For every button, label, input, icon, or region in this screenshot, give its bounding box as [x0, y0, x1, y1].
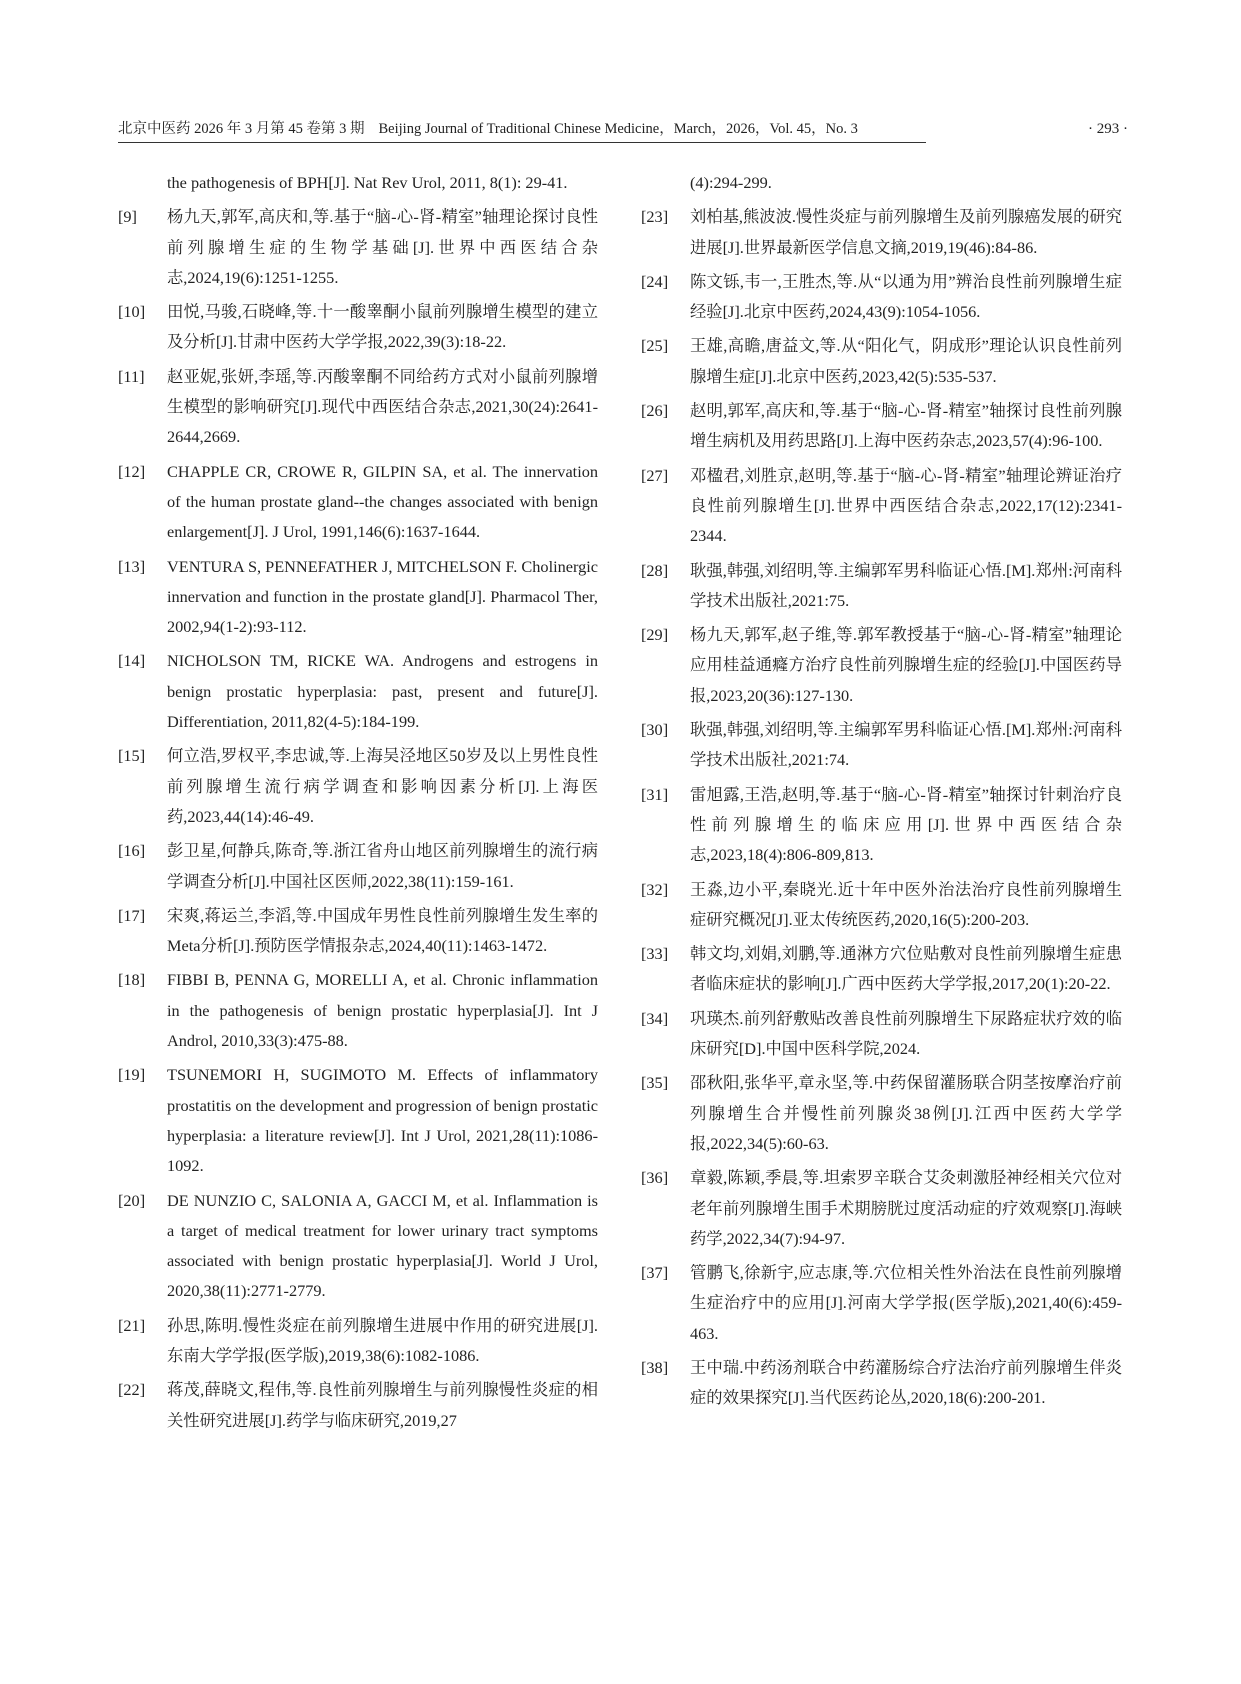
reference-number: [17] — [118, 905, 146, 925]
reference-text: 王淼,边小平,秦晓光.近十年中医外治法治疗良性前列腺增生症研究概况[J].亚太传统医药,2020,16(5):200-203. — [690, 879, 1122, 929]
reference-item — [118, 1060, 598, 1181]
reference-item — [118, 836, 598, 897]
reference-text: 邓楹君,刘胜京,赵明,等.基于“脑-心-肾-精室”轴理论辨证治疗良性前列腺增生[J].世界中西医结合杂志,2022,17(12):2341-2344. — [690, 465, 1122, 546]
reference-continuation: the pathogenesis of BPH[J]. Nat Rev Urol, 2011, 8(1): 29-41. — [167, 173, 568, 192]
running-header — [118, 116, 1128, 142]
reference-number: [24] — [641, 271, 669, 291]
reference-number: [9] — [118, 207, 137, 227]
reference-text: 赵亚妮,张妍,李瑶,等.丙酸睾酮不同给药方式对小鼠前列腺增生模型的影响研究[J].现代中西医结合杂志,2021,30(24):2641-2644,2669. — [167, 366, 598, 447]
reference-list-left — [118, 202, 598, 1436]
reference-text: TSUNEMORI H, SUGIMOTO M. Effects of inflammatory prostatitis on the development and progression of benign prostatic hyperplasia: a literature review[J]. Int J Urol, 2021,28(11):1086-1092. — [167, 1065, 598, 1176]
reference-number: [38] — [641, 1357, 669, 1377]
reference-item — [641, 780, 1122, 871]
reference-number: [15] — [118, 746, 146, 766]
reference-text: FIBBI B, PENNA G, MORELLI A, et al. Chronic inflammation in the pathogenesis of benign prostatic hyperplasia[J]. Int J Androl, 2010,33(3):475-88. — [167, 970, 598, 1051]
reference-text: 孙思,陈明.慢性炎症在前列腺增生进展中作用的研究进展[J].东南大学学报(医学版),2019,38(6):1082-1086. — [167, 1315, 598, 1365]
reference-number: [18] — [118, 970, 146, 990]
reference-text: 杨九天,郭军,赵子维,等.郭军教授基于“脑-心-肾-精室”轴理论应用桂益通癃方治疗良性前列腺增生症的经验[J].中国医药导报,2023,20(36):127-130. — [690, 625, 1122, 705]
reference-column-right — [641, 168, 1122, 1418]
reference-item — [118, 457, 598, 548]
reference-number: [12] — [118, 461, 146, 481]
reference-list-right — [641, 202, 1122, 1413]
reference-text: 陈文铄,韦一,王胜杰,等.从“以通为用”辨治良性前列腺增生症经验[J].北京中医药,2024,43(9):1054-1056. — [690, 271, 1122, 322]
reference-item — [641, 556, 1122, 617]
reference-number: [25] — [641, 336, 669, 356]
reference-number: [35] — [641, 1073, 669, 1093]
page-number: · 293 · — [1088, 121, 1128, 137]
reference-number: [19] — [118, 1065, 146, 1085]
reference-text: 韩文均,刘娟,刘鹏,等.通淋方穴位贴敷对良性前列腺增生症患者临床症状的影响[J].广西中医药大学学报,2017,20(1):20-22. — [690, 944, 1122, 994]
reference-item — [118, 1311, 598, 1372]
reference-continuation: (4):294-299. — [690, 173, 772, 192]
reference-number: [23] — [641, 207, 669, 227]
reference-item — [118, 552, 598, 643]
reference-item — [641, 1163, 1122, 1254]
reference-text: 彭卫星,何静兵,陈奇,等.浙江省舟山地区前列腺增生的流行病学调查分析[J].中国社区医师,2022,38(11):159-161. — [167, 841, 598, 891]
reference-number: [32] — [641, 879, 669, 899]
reference-item — [118, 1186, 598, 1307]
reference-text: 雷旭露,王浩,赵明,等.基于“脑-心-肾-精室”轴探讨针刺治疗良性前列腺增生的临床应用[J].世界中西医结合杂志,2023,18(4):806-809,813. — [690, 784, 1122, 865]
reference-item — [641, 1068, 1122, 1159]
reference-text: CHAPPLE CR, CROWE R, GILPIN SA, et al. The innervation of the human prostate gland--the changes associated with benign enlargement[J]. J Urol, 1991,146(6):1637-1644. — [167, 461, 598, 542]
reference-number: [36] — [641, 1168, 669, 1188]
reference-item — [641, 620, 1122, 711]
reference-number: [27] — [641, 465, 669, 485]
reference-item — [118, 362, 598, 453]
reference-item — [641, 1258, 1122, 1349]
reference-item — [118, 1375, 598, 1436]
reference-item — [641, 331, 1122, 392]
reference-item — [641, 396, 1122, 457]
reference-item — [641, 267, 1122, 328]
reference-item — [641, 202, 1122, 263]
journal-info-cn: 北京中医药 2026 年 3 月第 45 卷第 3 期 — [118, 121, 365, 137]
reference-item — [641, 1004, 1122, 1065]
reference-number: [20] — [118, 1190, 146, 1210]
reference-text: 王雄,高瞻,唐益文,等.从“阳化气，阴成形”理论认识良性前列腺增生症[J].北京中医药,2023,42(5):535-537. — [690, 336, 1122, 386]
reference-text: NICHOLSON TM, RICKE WA. Androgens and estrogens in benign prostatic hyperplasia: past, present and future[J]. Differentiation, 2011,82(4-5):184-199. — [167, 651, 598, 732]
reference-number: [13] — [118, 556, 146, 576]
reference-number: [33] — [641, 944, 669, 964]
reference-text: VENTURA S, PENNEFATHER J, MITCHELSON F. Cholinergic innervation and function in the prostate gland[J]. Pharmacol Ther, 2002,94(1-2):93-112. — [167, 556, 598, 637]
reference-number: [10] — [118, 302, 146, 322]
reference-item — [641, 875, 1122, 936]
reference-item — [118, 297, 598, 358]
reference-number: [26] — [641, 401, 669, 421]
reference-number: [28] — [641, 560, 669, 580]
reference-number: [21] — [118, 1315, 146, 1335]
reference-text: 耿强,韩强,刘绍明,等.主编郭军男科临证心悟.[M].郑州:河南科学技术出版社,2021:75. — [690, 560, 1122, 610]
reference-number: [11] — [118, 366, 145, 386]
reference-text: 王中瑞.中药汤剂联合中药灌肠综合疗法治疗前列腺增生伴炎症的效果探究[J].当代医药论丛,2020,18(6):200-201. — [690, 1357, 1122, 1408]
reference-number: [37] — [641, 1263, 669, 1283]
reference-item — [641, 1353, 1122, 1414]
reference-text: 刘柏基,熊波波.慢性炎症与前列腺增生及前列腺癌发展的研究进展[J].世界最新医学信息文摘,2019,19(46):84-86. — [690, 207, 1122, 257]
reference-item — [118, 646, 598, 737]
journal-info — [118, 116, 858, 142]
reference-item — [641, 939, 1122, 1000]
reference-column-left — [118, 168, 598, 1440]
reference-item — [118, 965, 598, 1056]
reference-text: 蒋茂,薛晓文,程伟,等.良性前列腺增生与前列腺慢性炎症的相关性研究进展[J].药学与临床研究,2019,27 — [167, 1380, 598, 1430]
reference-text: DE NUNZIO C, SALONIA A, GACCI M, et al. Inflammation is a target of medical treatment for lower urinary tract symptoms associated with benign prostatic hyperplasia[J]. World J Urol, 2020,38(11):2771-2779. — [167, 1190, 598, 1301]
reference-item — [118, 741, 598, 832]
reference-text: 管鹏飞,徐新宇,应志康,等.穴位相关性外治法在良性前列腺增生症治疗中的应用[J].河南大学学报(医学版),2021,40(6):459-463. — [690, 1263, 1122, 1343]
reference-text: 宋爽,蒋运兰,李滔,等.中国成年男性良性前列腺增生发生率的Meta分析[J].预防医学情报杂志,2024,40(11):1463-1472. — [167, 905, 598, 956]
reference-text: 何立浩,罗权平,李忠诚,等.上海吴泾地区50岁及以上男性良性前列腺增生流行病学调查和影响因素分析[J].上海医药,2023,44(14):46-49. — [167, 746, 598, 826]
reference-number: [14] — [118, 651, 146, 671]
reference-text: 杨九天,郭军,高庆和,等.基于“脑-心-肾-精室”轴理论探讨良性前列腺增生症的生物学基础[J].世界中西医结合杂志,2024,19(6):1251-1255. — [167, 207, 598, 287]
reference-text: 田悦,马骏,石晓峰,等.十一酸睾酮小鼠前列腺增生模型的建立及分析[J].甘肃中医药大学学报,2022,39(3):18-22. — [167, 302, 598, 352]
reference-text: 赵明,郭军,高庆和,等.基于“脑-心-肾-精室”轴探讨良性前列腺增生病机及用药思路[J].上海中医药杂志,2023,57(4):96-100. — [690, 401, 1122, 451]
reference-number: [30] — [641, 720, 669, 740]
journal-info-en: Beijing Journal of Traditional Chinese Medicine，March，2026，Vol. 45，No. 3 — [378, 121, 858, 137]
header-rule — [118, 142, 926, 143]
reference-number: [16] — [118, 841, 146, 861]
reference-text: 巩瑛杰.前列舒敷贴改善良性前列腺增生下尿路症状疗效的临床研究[D].中国中医科学院,2024. — [690, 1008, 1122, 1059]
reference-number: [34] — [641, 1008, 669, 1028]
reference-number: [22] — [118, 1380, 146, 1400]
reference-item — [641, 715, 1122, 776]
reference-item — [641, 461, 1122, 552]
reference-text: 耿强,韩强,刘绍明,等.主编郭军男科临证心悟.[M].郑州:河南科学技术出版社,2021:74. — [690, 720, 1122, 770]
reference-number: [29] — [641, 625, 669, 645]
reference-item — [118, 202, 598, 293]
reference-text: 邵秋阳,张华平,章永坚,等.中药保留灌肠联合阴茎按摩治疗前列腺增生合并慢性前列腺炎38例[J].江西中医药大学学报,2022,34(5):60-63. — [690, 1073, 1122, 1153]
reference-item — [118, 901, 598, 962]
reference-text: 章毅,陈颖,季晨,等.坦索罗辛联合艾灸刺激胫神经相关穴位对老年前列腺增生围手术期膀胱过度活动症的疗效观察[J].海峡药学,2022,34(7):94-97. — [690, 1168, 1122, 1248]
reference-number: [31] — [641, 784, 669, 804]
